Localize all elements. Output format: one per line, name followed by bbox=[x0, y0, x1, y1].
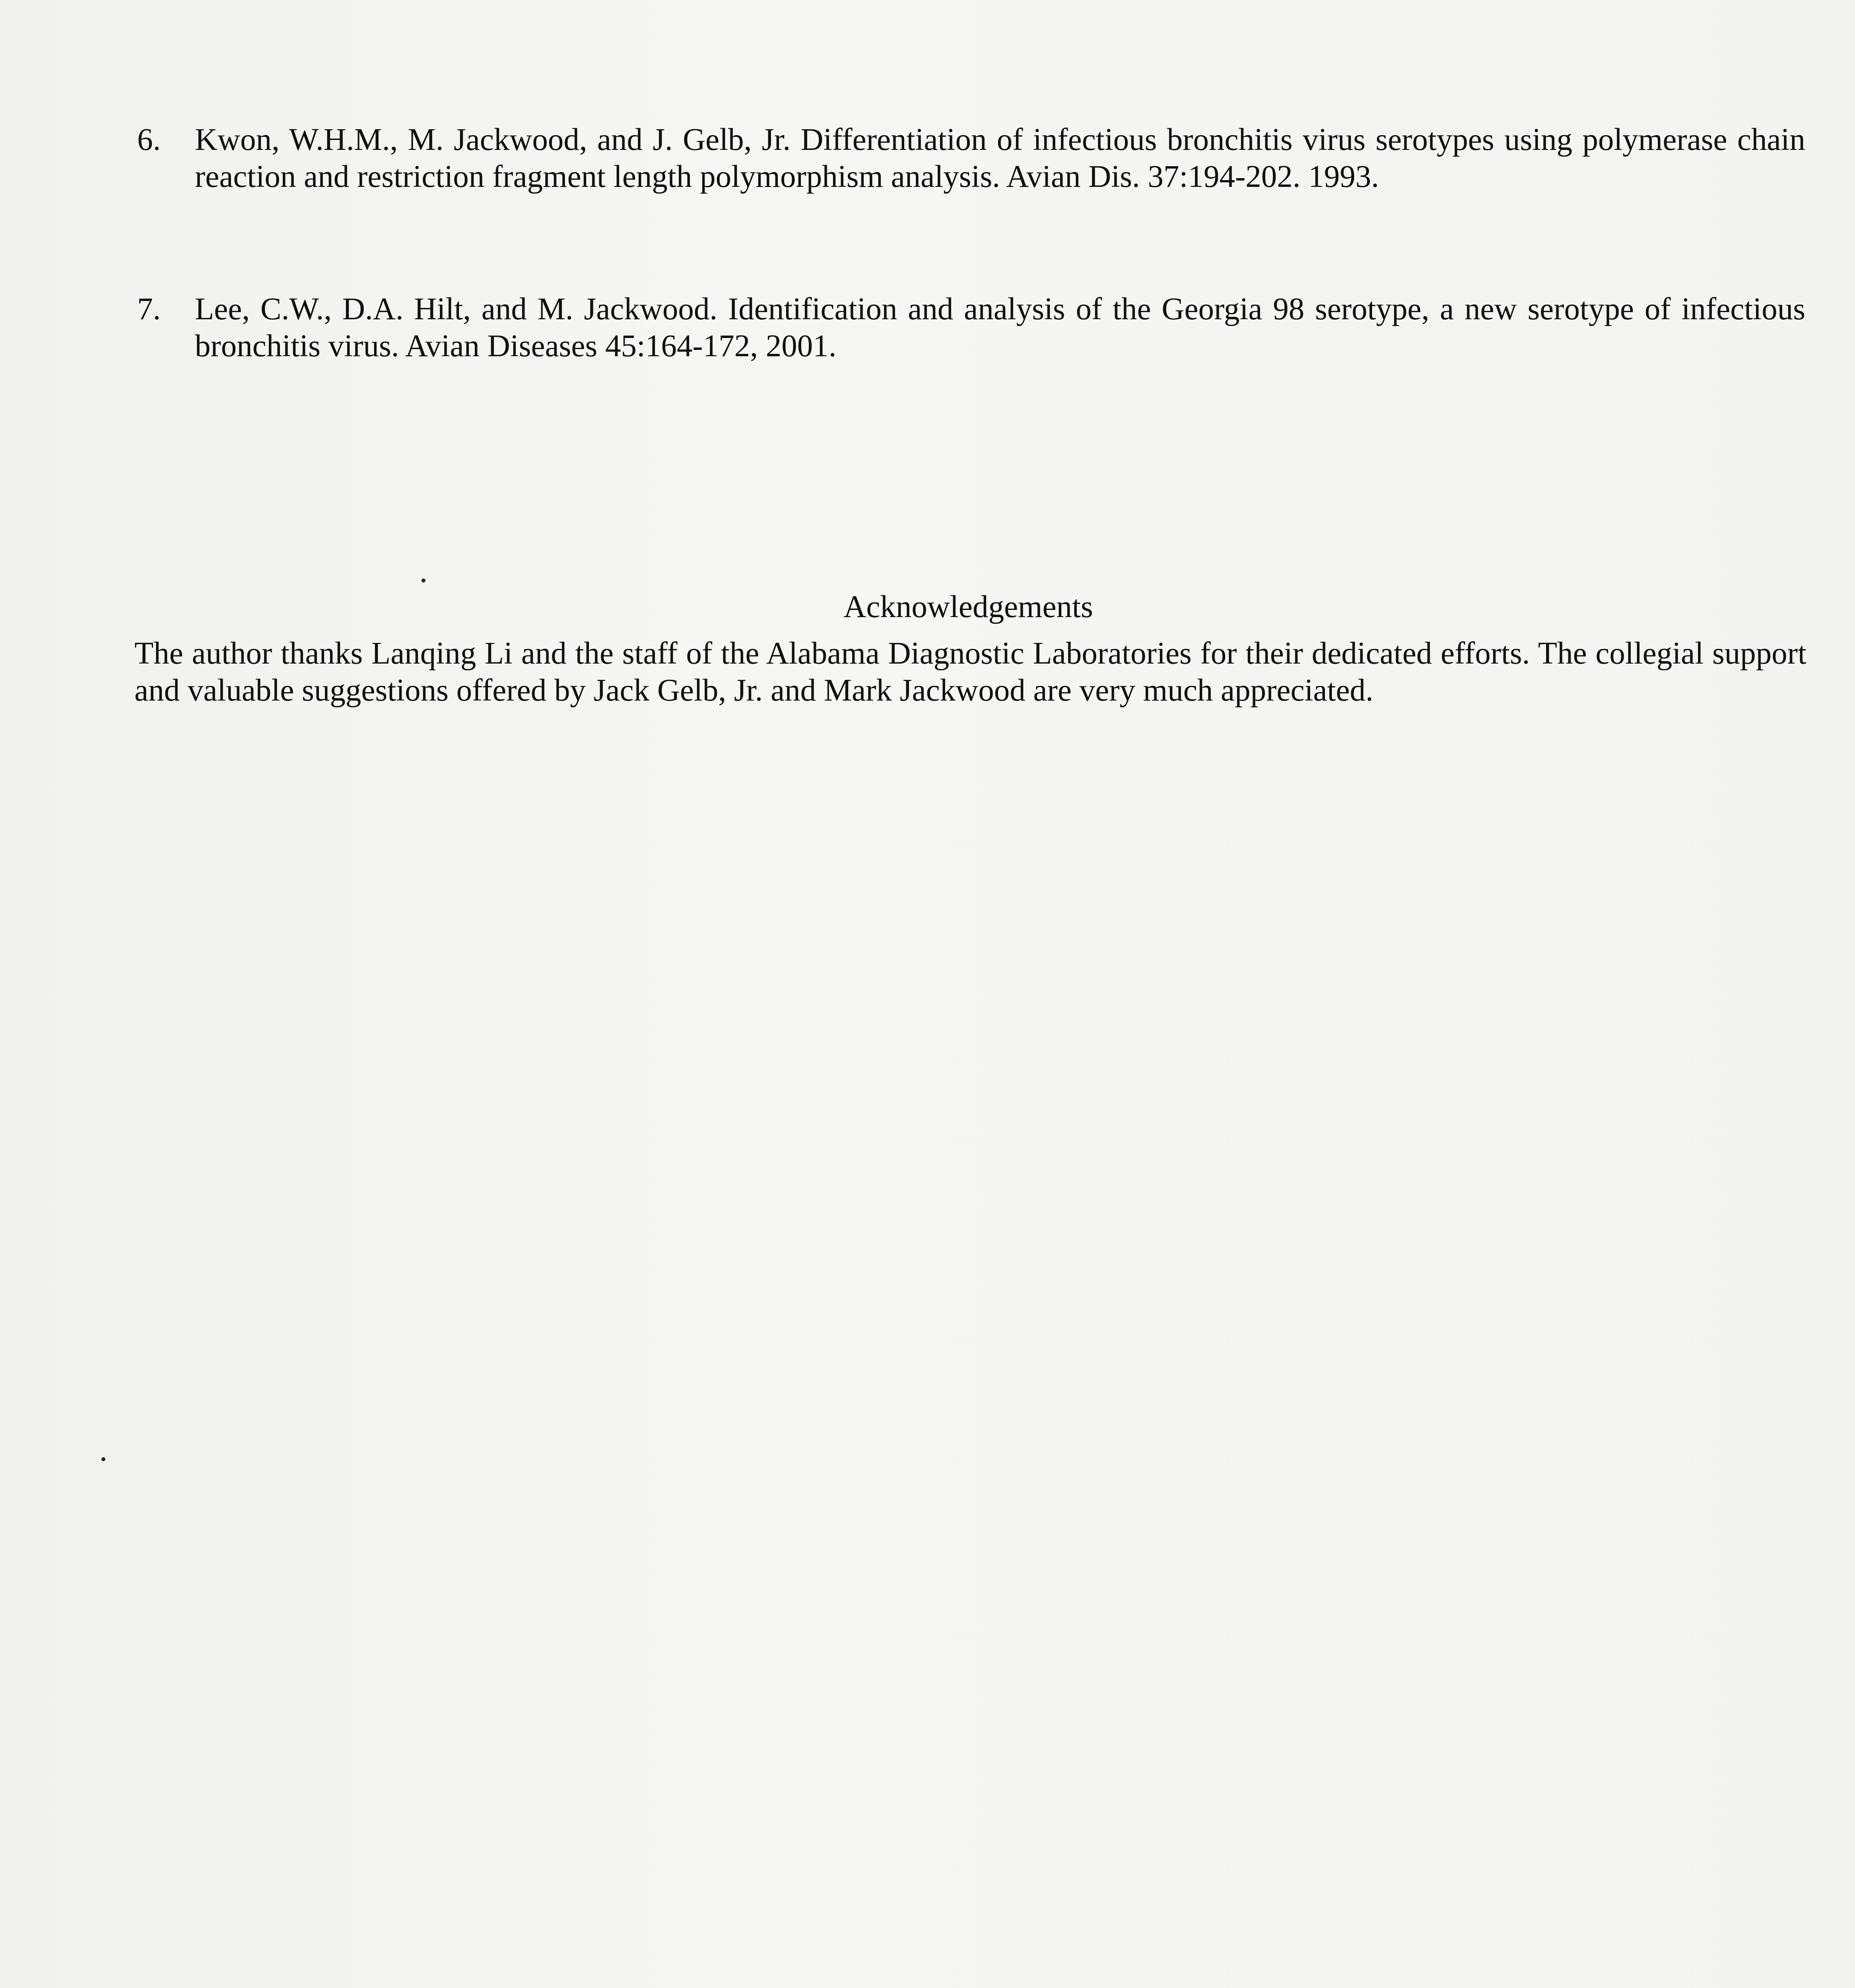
speck-mark bbox=[422, 579, 425, 582]
reference-item bbox=[131, 291, 1805, 365]
reference-text: Lee, C.W., D.A. Hilt, and M. Jackwood. Identification and analysis of the Georgia 98 serotype, a new serotype of infectious bronchitis virus. Avian Diseases 45:164-172, 2001. bbox=[195, 292, 1805, 363]
reference-item bbox=[131, 121, 1805, 195]
acknowledgements-heading: Acknowledgements bbox=[843, 590, 1093, 624]
reference-number: 6. bbox=[137, 122, 161, 157]
acknowledgements-body: The author thanks Lanqing Li and the staff of the Alabama Diagnostic Laboratories for their dedicated efforts. The collegial support and valuable suggestions offered by Jack Gelb, Jr. and Mark Jackwood are very much appreciated. bbox=[134, 636, 1806, 708]
reference-text: Kwon, W.H.M., M. Jackwood, and J. Gelb, Jr. Differentiation of infectious bronchitis virus serotypes using polymerase chain reaction and restriction fragment length polymorphism analysis. Avian Dis. 37:194-202. 1993. bbox=[195, 122, 1805, 194]
reference-number: 7. bbox=[137, 292, 161, 326]
reference-list bbox=[131, 121, 1805, 460]
speck-mark bbox=[101, 1457, 105, 1461]
